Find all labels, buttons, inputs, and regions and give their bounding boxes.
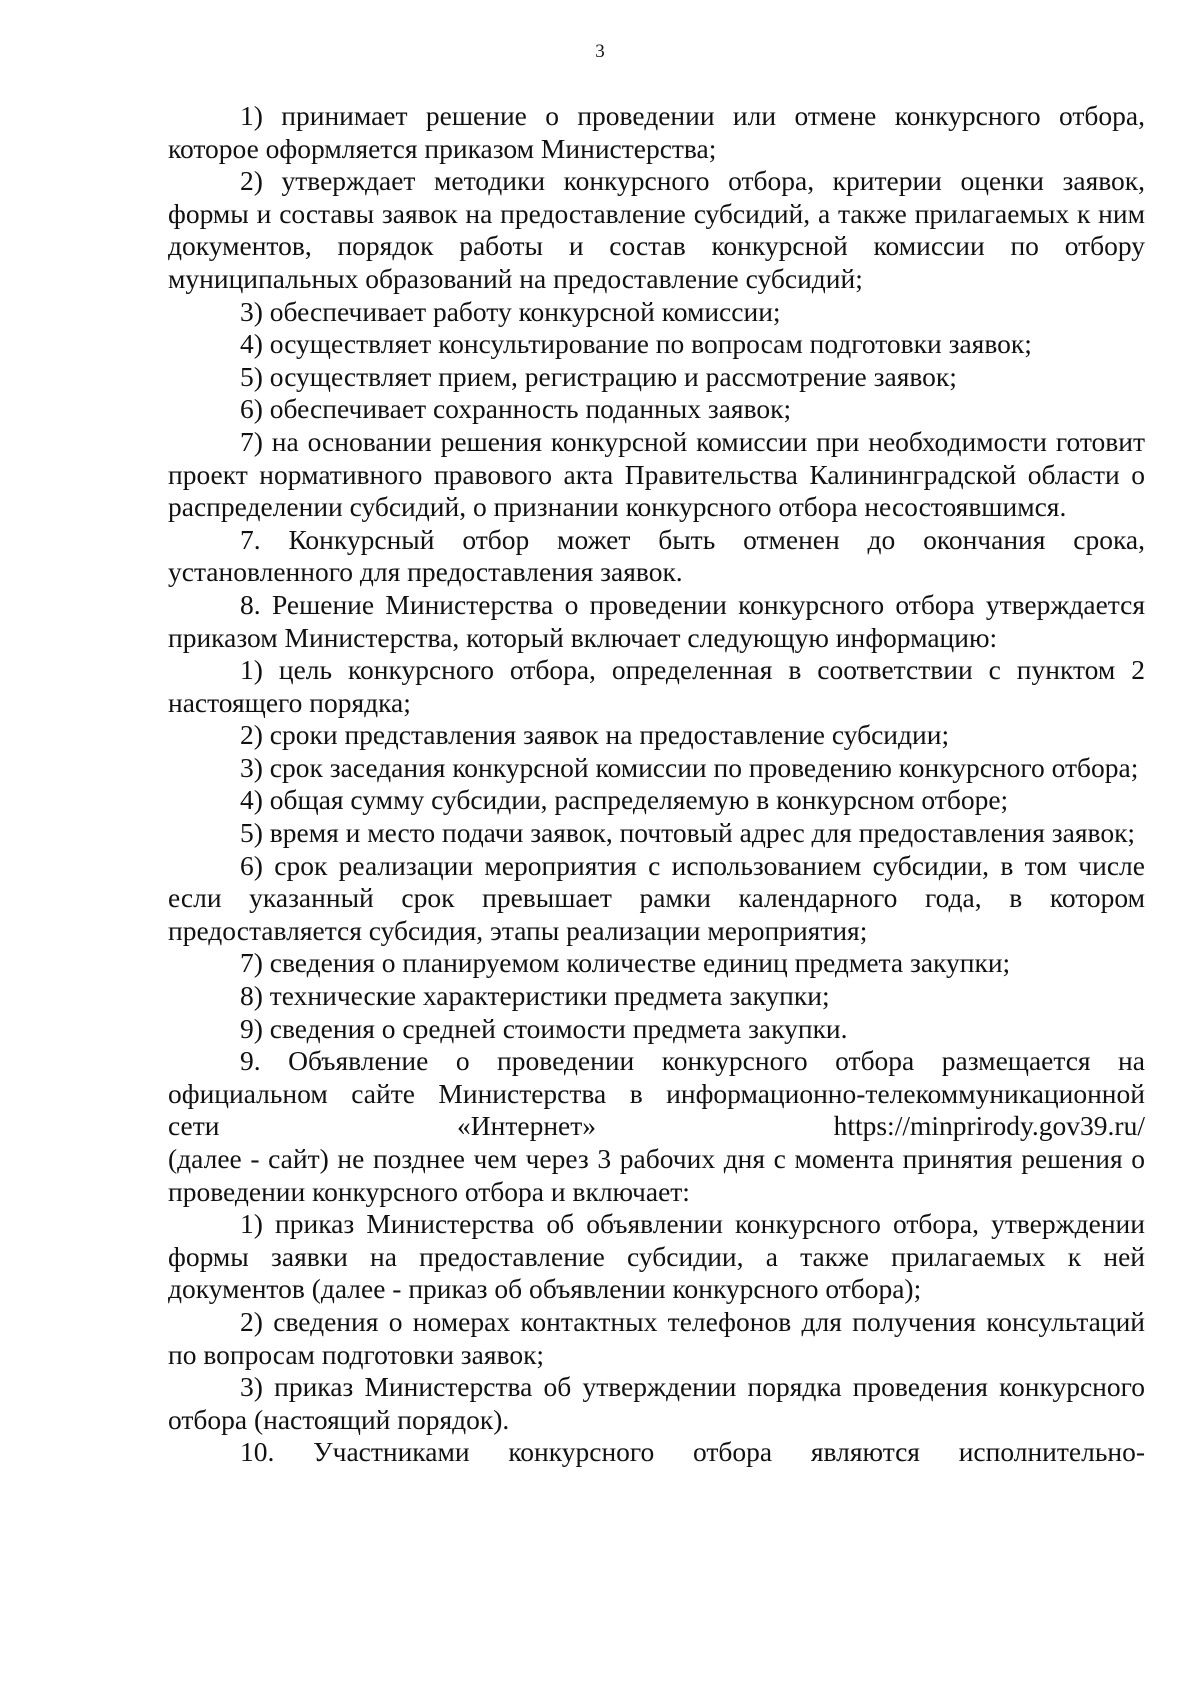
- paragraph-6-4: 4) осуществляет консультирование по вопросам подготовки заявок;: [240, 328, 1032, 360]
- paragraph-10: 10. Участниками конкурсного отбора являются исполнительно-: [240, 1436, 1145, 1468]
- paragraph-8-3: 3) срок заседания конкурсной комиссии по проведению конкурсного отбора;: [240, 751, 1139, 783]
- paragraph-6-2: 2) утверждает методики конкурсного отбора, критерии оценки заявок, формы и составы заявок на предоставление субсидий, а также прилагаемых к ним документов, порядок работы и состав конкурсной комиссии по отбору муниципальных образований на предоставление субсидий;: [168, 165, 1145, 294]
- paragraph-8-9: 9) сведения о средней стоимости предмета закупки.: [240, 1012, 848, 1044]
- url-line-word-internet: «Интернет»: [457, 1110, 597, 1142]
- paragraph-9-url-line: [168, 1110, 1145, 1143]
- paragraph-9-3: 3) приказ Министерства об утверждении порядка проведения конкурсного отбора (настоящий порядок).: [168, 1371, 1145, 1435]
- paragraph-7: 7. Конкурсный отбор может быть отменен до окончания срока, установленного для предоставления заявок.: [168, 523, 1145, 588]
- paragraph-8: 8. Решение Министерства о проведении конкурсного отбора утверждается приказом Министерства, который включает следующую информацию:: [168, 588, 1145, 653]
- paragraph-8-1: 1) цель конкурсного отбора, определенная в соответствии с пунктом 2 настоящего порядка;: [168, 654, 1145, 718]
- paragraph-6-6: 6) обеспечивает сохранность поданных заявок;: [240, 393, 792, 425]
- paragraph-8-5: 5) время и место подачи заявок, почтовый адрес для предоставления заявок;: [240, 817, 1136, 849]
- url-line-word-network: сети: [168, 1110, 220, 1142]
- paragraph-8-8: 8) технические характеристики предмета закупки;: [240, 980, 830, 1012]
- ministry-site-url: https://minprirody.gov39.ru/: [833, 1110, 1145, 1142]
- paragraph-6-5: 5) осуществляет прием, регистрацию и рассмотрение заявок;: [240, 360, 957, 392]
- paragraph-6-3: 3) обеспечивает работу конкурсной комиссии;: [240, 295, 781, 327]
- paragraph-9: 9. Объявление о проведении конкурсного отбора размещается на официальном сайте Министерства в информационно-телекоммуникационной: [168, 1045, 1145, 1109]
- paragraph-8-4: 4) общая сумму субсидии, распределяемую в конкурсном отборе;: [240, 784, 1009, 816]
- paragraph-9-continued: (далее - сайт) не позднее чем через 3 рабочих дня с момента принятия решения о проведении конкурсного отбора и включает:: [168, 1143, 1145, 1207]
- paragraph-9-1: 1) приказ Министерства об объявлении конкурсного отбора, утверждении формы заявки на предоставление субсидии, а также прилагаемых к ней документов (далее - приказ об объявлении конкурсного отбора);: [168, 1208, 1145, 1305]
- paragraph-9-2: 2) сведения о номерах контактных телефонов для получения консультаций по вопросам подготовки заявок;: [168, 1305, 1145, 1370]
- paragraph-8-6: 6) срок реализации мероприятия с использованием субсидии, в том числе если указанный срок превышает рамки календарного года, в котором предоставляется субсидия, этапы реализации мероприятия;: [168, 849, 1145, 946]
- paragraph-6-1: 1) принимает решение о проведении или отмене конкурсного отбора, которое оформляется приказом Министерства;: [168, 100, 1145, 164]
- paragraph-8-7: 7) сведения о планируемом количестве единиц предмета закупки;: [240, 947, 1011, 979]
- paragraph-8-2: 2) сроки представления заявок на предоставление субсидии;: [240, 719, 950, 751]
- page-number: 3: [595, 41, 605, 62]
- document-body: [168, 100, 1145, 1469]
- paragraph-6-7: 7) на основании решения конкурсной комиссии при необходимости готовит проект нормативного правового акта Правительства Калининградской области о распределении субсидий, о признании конкурсного отбора несостоявшимся.: [168, 425, 1145, 523]
